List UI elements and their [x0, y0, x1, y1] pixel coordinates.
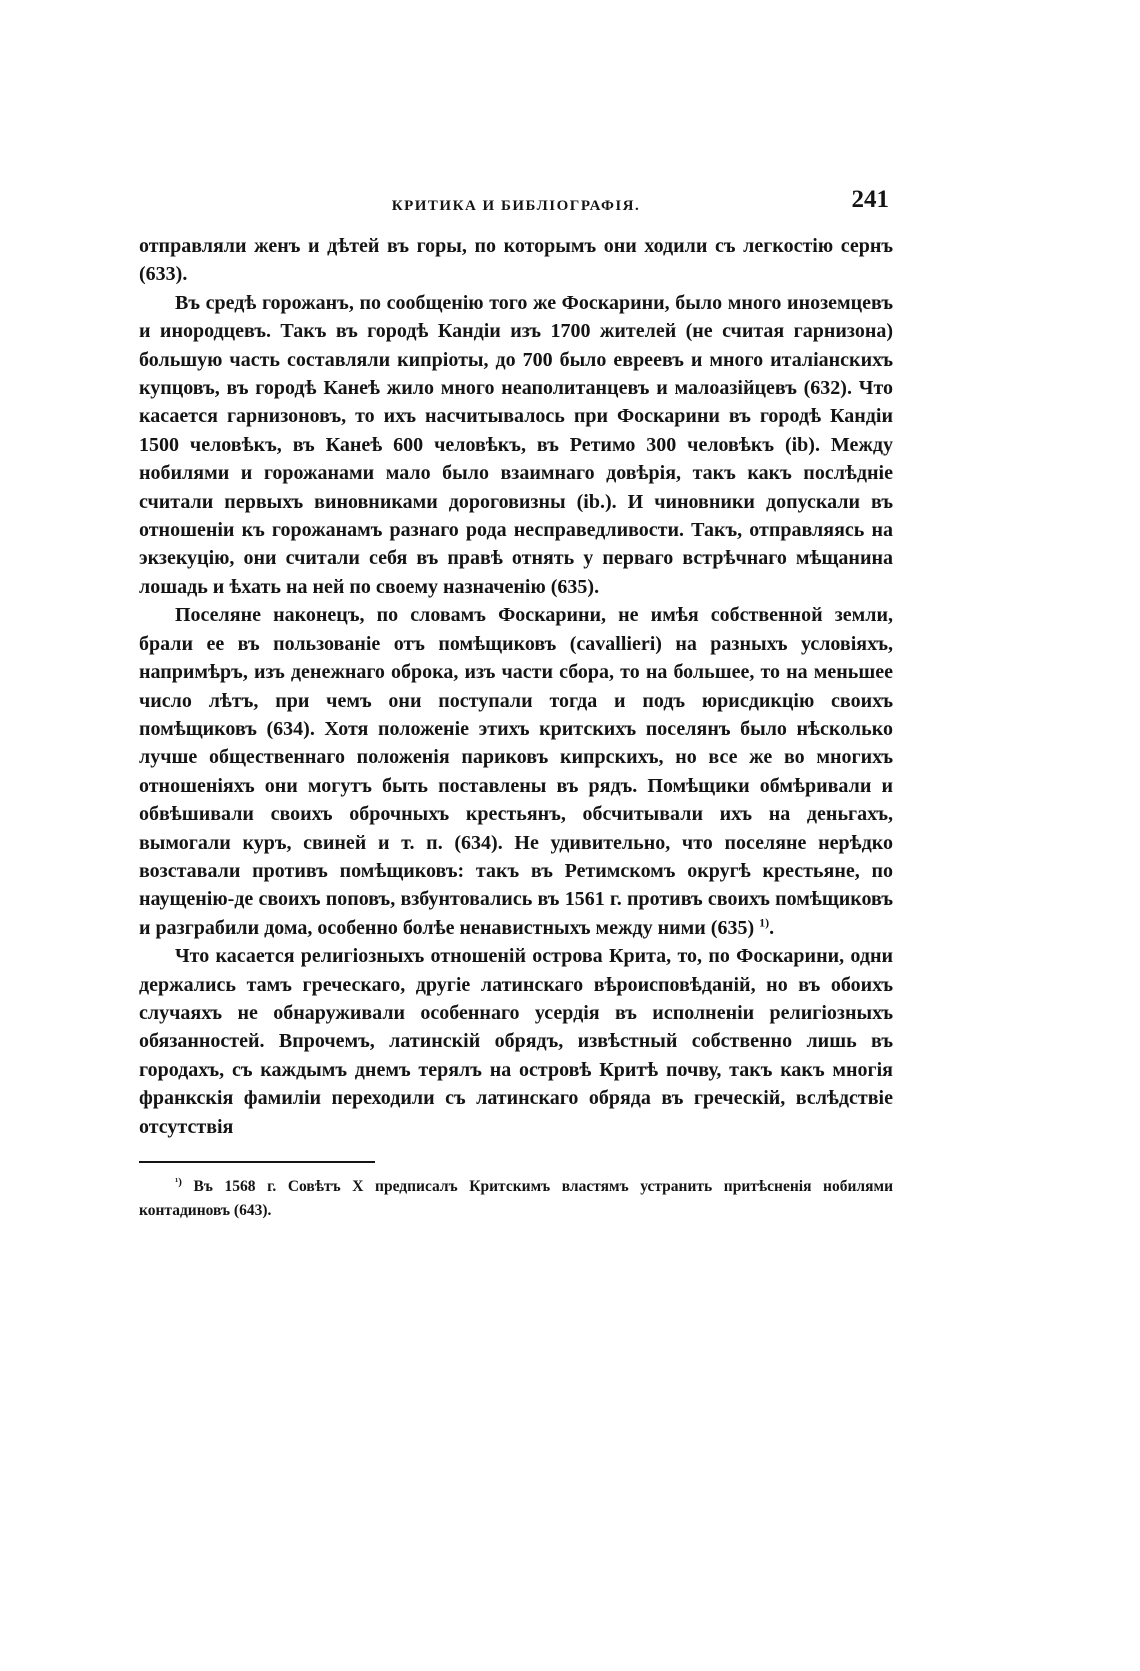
footnote — [139, 1175, 893, 1223]
paragraph-3: Поселяне наконецъ, по словамъ Фоскарини, не имѣя собственной земли, брали ее въ пользованіе отъ помѣщиковъ (cavallieri) на разныхъ условіяхъ, напримѣръ, изъ денежнаго оброка, изъ части сбора, то на большее, то на меньшее число лѣтъ, при чемъ они поступали тогда и подъ юрисдикцію своихъ помѣщиковъ (634). Хотя положеніе этихъ критскихъ поселянъ было нѣсколько лучше общественнаго положенія париковъ кипрскихъ, но все же во многихъ отношеніяхъ они могутъ быть поставлены въ рядъ. Помѣщики обмѣривали и обвѣшивали своихъ оброчныхъ крестьянъ, обсчитывали ихъ на деньгахъ, вымогали куръ, свиней и т. п. (634). Не удивительно, что поселяне нерѣдко возставали противъ помѣщиковъ: такъ въ Ретимскомъ округѣ крестьяне, по наущенію-де своихъ поповъ, взбунтовались въ 1561 г. противъ своихъ помѣщиковъ и разграбили дома, особенно болѣе ненавистныхъ между ними (635) $^{1)}$. — [139, 604, 893, 939]
paragraph-2 — [139, 289, 893, 601]
body-text — [139, 232, 893, 1141]
paragraph-1-text: отправляли женъ и дѣтей въ горы, по которымъ они ходили съ легкостію сернъ (633). — [139, 235, 893, 286]
book-page — [139, 186, 893, 1223]
page-number: 241 — [851, 186, 889, 213]
footnote-text: Въ 1568 г. Совѣтъ X предписалъ Критскимъ властямъ устранить притѣсненія нобилями контадиновъ (643). — [139, 1178, 893, 1219]
page-header — [139, 186, 893, 226]
footnote-reference: 1) — [759, 915, 770, 930]
footnote-divider — [139, 1161, 375, 1163]
paragraph-1 — [139, 232, 893, 289]
paragraph-4 — [139, 942, 893, 1141]
running-title: КРИТИКА И БИБЛІОГРАФІЯ. — [391, 198, 641, 214]
footnote-mark: ¹) — [175, 1175, 182, 1188]
paragraph-2-text: Въ средѣ горожанъ, по сообщенію того же Фоскарини, было много иноземцевъ и инородцевъ. Такъ въ городѣ Кандіи изъ 1700 жителей (не считая гарнизона) большую часть составляли кипріоты, до 700 было евреевъ и много италіанскихъ купцовъ, въ городѣ Канеѣ жило много неаполитанцевъ и малоазійцевъ (632). Что касается гарнизоновъ, то ихъ насчитывалось при Фоскарини въ городѣ Кандіи 1500 человѣкъ, въ Канеѣ 600 человѣкъ, въ Ретимо 300 человѣкъ (ib). Между нобилями и горожанами мало было взаимнаго довѣрія, такъ какъ послѣдніе считали первыхъ виновниками дороговизны (ib.). И чиновники допускали въ отношеніи къ горожанамъ разнаго рода несправедливости. Такъ, отправляясь на экзекуцію, они считали себя въ правѣ отнять у перваго встрѣчнаго мѣщанина лошадь и ѣхать на ней по своему назначенію (635). — [139, 291, 893, 598]
paragraph-3-text: Поселяне наконецъ, по словамъ Фоскарини, не имѣя собственной земли, брали ее въ пользованіе отъ помѣщиковъ (cavallieri) на разныхъ условіяхъ, напримѣръ, изъ денежнаго оброка, изъ части сбора, то на большее, то на меньшее число лѣтъ, при чемъ они поступали тогда и подъ юрисдикцію своихъ помѣщиковъ (634). Хотя положеніе этихъ критскихъ поселянъ было нѣсколько лучше общественнаго положенія париковъ кипрскихъ, но все же во многихъ отношеніяхъ они могутъ быть поставлены въ рядъ. Помѣщики обмѣривали и обвѣшивали своихъ оброчныхъ крестьянъ, обсчитывали ихъ на деньгахъ, вымогали куръ, свиней и т. п. (634). Не удивительно, что поселяне нерѣдко возставали противъ помѣщиковъ: такъ въ Ретимскомъ округѣ крестьяне, по наущенію-де своихъ поповъ, взбунтовались въ 1561 г. противъ своихъ помѣщиковъ и разграбили дома, особенно болѣе ненавистныхъ между ними (635) — [139, 604, 893, 939]
paragraph-4-text: Что касается религіозныхъ отношеній острова Крита, то, по Фоскарини, одни держались тамъ греческаго, другіе латинскаго вѣроисповѣданій, но въ обоихъ случаяхъ не обнаруживали особеннаго усердія въ исполненіи религіозныхъ обязанностей. Впрочемъ, латинскій обрядъ, извѣстный собственно лишь въ городахъ, съ каждымъ днемъ терялъ на островѣ Критѣ почву, такъ какъ многія франкскія фамиліи переходили съ латинскаго обряда въ греческій, вслѣдствіе отсутствія — [139, 945, 893, 1138]
